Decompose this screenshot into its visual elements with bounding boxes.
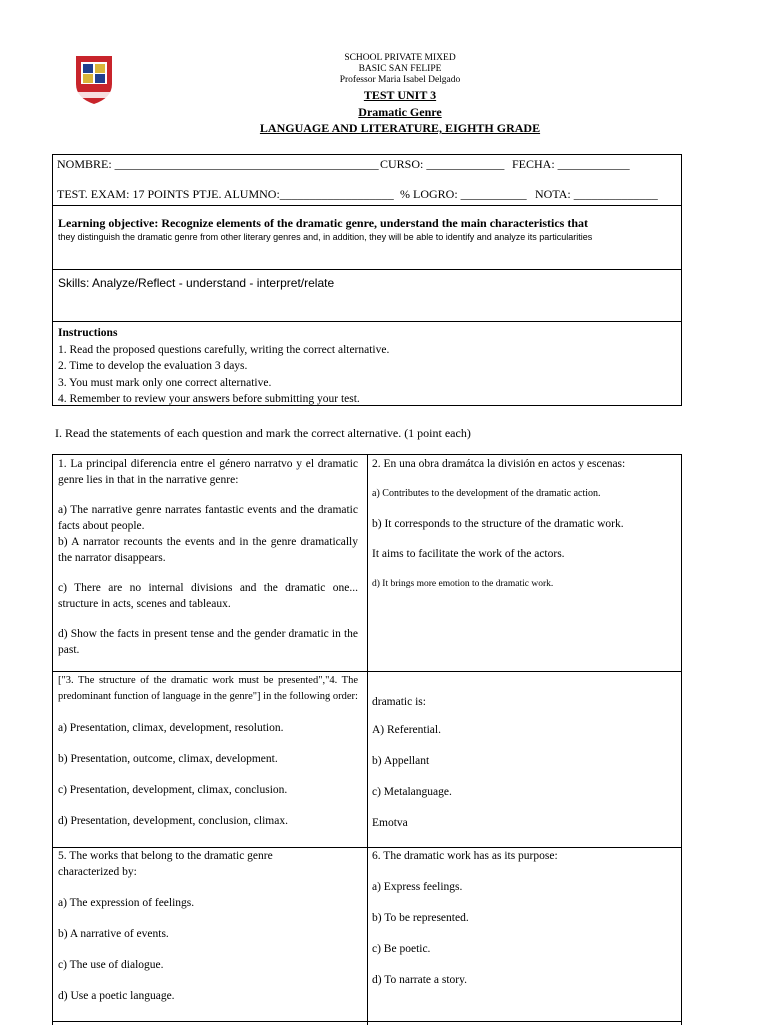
section-instruction: I. Read the statements of each question and mark the correct alternative. (1 point each) [55, 426, 471, 440]
question-5-stem: 5. The works that belong to the dramatic genre characterized by: [58, 850, 273, 878]
instruction-item: 2. Time to develop the evaluation 3 days. [58, 360, 248, 372]
question-1-option-d[interactable]: d) Show the facts in present tense and the gender dramatic in the past. [58, 628, 358, 656]
nombre-field[interactable]: NOMBRE: ____________________________________________ [57, 157, 379, 171]
question-4-stem: dramatic is: [372, 696, 426, 708]
question-5-option-a[interactable]: a) The expression of feelings. [58, 897, 195, 909]
question-1-stem: 1. La principal diferencia entre el género narratvo y el dramatic genre lies in that in the narrative genre: [58, 458, 358, 486]
question-3-stem: ["3. The structure of the dramatic work must be presented","4. The predominant function of language in the genre"] in the following order: [58, 675, 358, 702]
question-4-option-c[interactable]: c) Metalanguage. [372, 786, 452, 798]
logro-field[interactable]: % LOGRO: ___________ [400, 187, 527, 201]
question-2-option-b[interactable]: b) It corresponds to the structure of the dramatic work. [372, 518, 624, 530]
question-5-option-b[interactable]: b) A narrative of events. [58, 928, 169, 940]
question-6-option-d[interactable]: d) To narrate a story. [372, 974, 467, 986]
question-6-option-b[interactable]: b) To be represented. [372, 912, 469, 924]
skills-text: Skills: Analyze/Reflect - understand - interpret/relate [58, 276, 335, 290]
question-6-stem: 6. The dramatic work has as its purpose: [372, 850, 558, 862]
test-title: TEST UNIT 3 [363, 88, 437, 102]
question-1 [58, 456, 358, 658]
question-3-option-b[interactable]: b) Presentation, outcome, climax, development. [58, 753, 278, 765]
instruction-item: 3. You must mark only one correct alternative. [58, 376, 272, 389]
question-6-option-c[interactable]: c) Be poetic. [372, 943, 431, 955]
learning-objective-title: Learning objective: Recognize elements of the dramatic genre, understand the main characteristics that [58, 216, 589, 230]
professor-name: Professor Maria Isabel Delgado [339, 75, 461, 85]
question-4-option-d[interactable]: Emotva [372, 817, 408, 829]
school-name-line2: BASIC SAN FELIPE [358, 64, 442, 74]
score-field[interactable]: TEST. EXAM: 17 POINTS PTJE. ALUMNO:___________________ [57, 187, 394, 201]
question-1-option-b[interactable]: b) A narrator recounts the events and in the genre dramatically the narrator disappears. [58, 536, 358, 564]
question-2-option-a[interactable]: a) Contributes to the development of the dramatic action. [372, 488, 601, 499]
learning-objective-body: they distinguish the dramatic genre from other literary genres and, in addition, they will be able to identify and analyze its particularities [58, 232, 593, 242]
question-3-option-c[interactable]: c) Presentation, development, climax, conclusion. [58, 784, 288, 796]
question-4-option-b[interactable]: b) Appellant [372, 755, 430, 767]
instructions-heading: Instructions [58, 327, 118, 339]
question-5 [58, 848, 318, 1004]
fecha-field[interactable]: FECHA: ____________ [512, 157, 630, 171]
question-2-stem: 2. En una obra dramátca la división en actos y escenas: [372, 458, 626, 470]
question-3-option-d[interactable]: d) Presentation, development, conclusion, climax. [58, 815, 288, 827]
question-2-option-d[interactable]: d) It brings more emotion to the dramatic work. [372, 579, 554, 589]
nota-field[interactable]: NOTA: ______________ [535, 187, 658, 201]
question-3 [58, 673, 358, 829]
school-name-line1: SCHOOL PRIVATE MIXED [344, 53, 456, 63]
course-title: LANGUAGE AND LITERATURE, EIGHTH GRADE [259, 121, 541, 135]
question-1-option-a[interactable]: a) The narrative genre narrates fantastic events and the dramatic facts about people. [58, 504, 358, 532]
question-4-option-a[interactable]: A) Referential. [372, 724, 441, 736]
instructions-block [58, 325, 389, 408]
question-5-option-d[interactable]: d) Use a poetic language. [58, 990, 175, 1002]
curso-field[interactable]: CURSO: _____________ [380, 157, 505, 171]
question-6 [372, 848, 672, 988]
question-3-option-a[interactable]: a) Presentation, climax, development, resolution. [58, 722, 284, 734]
question-4 [372, 696, 672, 831]
test-subtitle: Dramatic Genre [358, 105, 442, 119]
question-6-option-a[interactable]: a) Express feelings. [372, 881, 463, 893]
question-2-option-c[interactable]: It aims to facilitate the work of the actors. [372, 548, 565, 560]
question-5-option-c[interactable]: c) The use of dialogue. [58, 959, 164, 971]
question-2 [372, 456, 672, 592]
question-1-option-c[interactable]: c) There are no internal divisions and the dramatic one... structure in acts, scenes and tableaux. [58, 582, 358, 610]
school-crest-logo [74, 52, 114, 106]
instruction-item: 4. Remember to review your answers before submitting your test. [58, 393, 360, 405]
instruction-item: 1. Read the proposed questions carefully, writing the correct alternative. [58, 343, 390, 356]
